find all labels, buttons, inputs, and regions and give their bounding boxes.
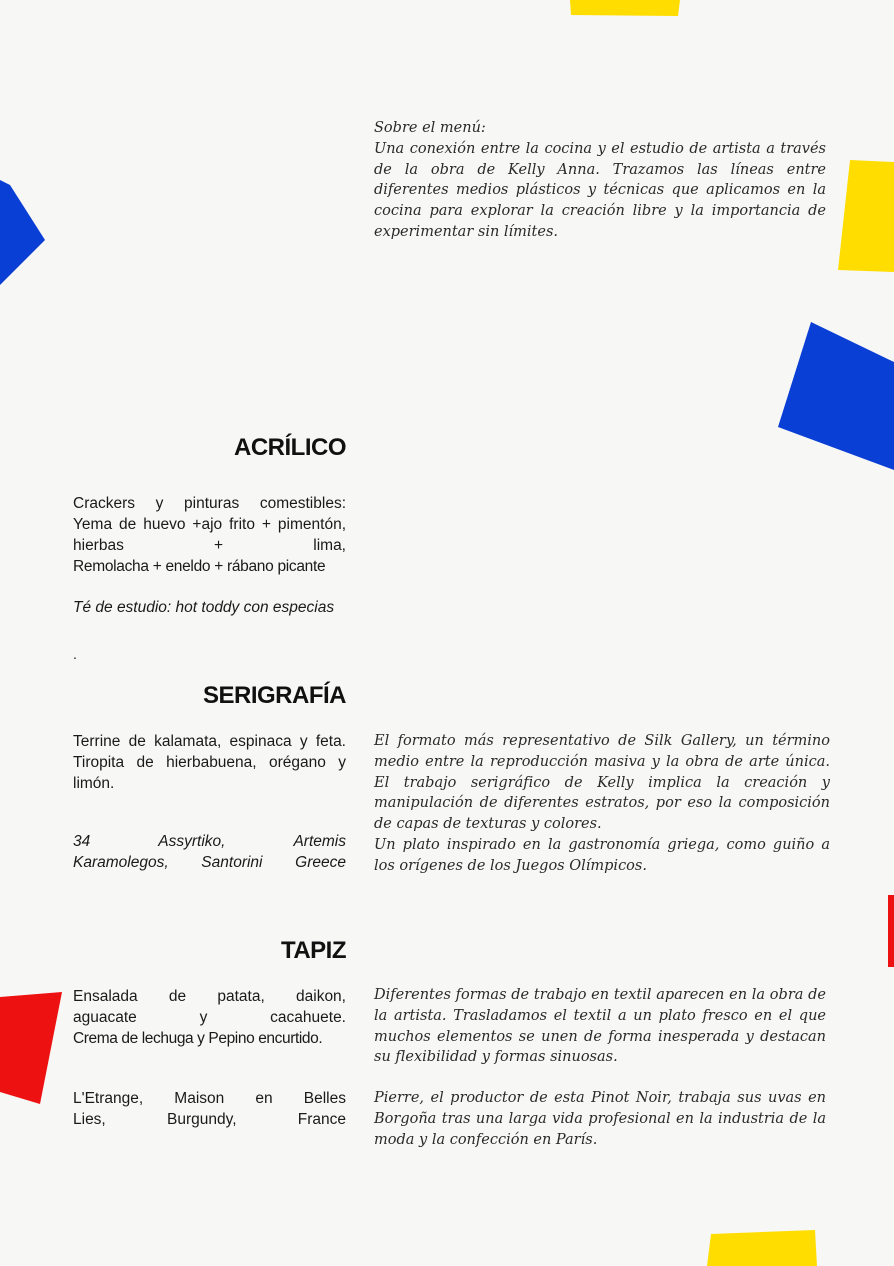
dish-line: Remolacha + eneldo + rábano picante [73, 558, 326, 575]
red-tape-left [0, 992, 66, 1107]
dish-line: hierbas + lima, [73, 537, 346, 554]
dish-line: aguacate y cacahuete. [73, 1009, 346, 1026]
dish-line: Ensalada de patata, daikon, [73, 988, 346, 1005]
yellow-tape-top [565, 0, 685, 20]
acrilico-drink: Té de estudio: hot toddy con especias [73, 599, 335, 616]
yellow-tape-bottom [705, 1230, 820, 1266]
blue-tape-left [0, 180, 50, 290]
dish-line: Crema de lechuga y Pepino encurtido. [73, 1030, 323, 1047]
tapiz-producer-note: Pierre, el productor de esta Pinot Noir, trabaja sus uvas en Borgoña tras una larga vida profesional en la industria de la moda y la confección en París. [374, 1090, 826, 1148]
dish-line: limón. [73, 775, 115, 792]
wine-line: Lies, Burgundy, France [73, 1111, 346, 1128]
section-heading-serigrafia: SERIGRAFÍA [202, 682, 346, 709]
tapiz-description: Diferentes formas de trabajo en textil aparecen en la obra de la artista. Trasladamos el textil a un plato fresco en el que muchos elementos se unen de forma inesperada y destacan su flexibilidad y formas sinuosas. [374, 987, 826, 1066]
dish-line: Tiropita de hierbabuena, orégano y [73, 754, 346, 771]
section-heading-tapiz: TAPIZ [280, 937, 346, 964]
dish-line: Terrine de kalamata, espinaca y feta. [73, 733, 346, 750]
wine-line: 34 Assyrtiko, Artemis [73, 833, 346, 850]
dish-line: Yema de huevo +ajo frito + pimentón, [73, 516, 346, 533]
serigrafia-wine [73, 831, 346, 873]
dish-line: Crackers y pinturas comestibles: [73, 495, 346, 512]
serigrafia-dish [73, 731, 346, 794]
blue-tape-right [778, 322, 894, 472]
wine-line: Karamolegos, Santorini Greece [73, 854, 346, 871]
separator-dot: . [73, 646, 77, 662]
wine-line: L'Etrange, Maison en Belles [73, 1090, 346, 1107]
red-tape-right-edge [888, 895, 894, 967]
intro-block [374, 118, 826, 243]
intro-label: Sobre el menú: [374, 120, 486, 136]
tapiz-wine [73, 1088, 346, 1130]
acrilico-dish [73, 493, 346, 577]
serigrafia-description: El formato más representativo de Silk Gallery, un término medio entre la reproducción masiva y la obra de arte única. El trabajo serigráfico de Kelly implica la creación y manipulación de diferentes estratos, por eso la composición de capas de texturas y colores. Un plato inspirado en la gastronomía griega, como guiño a los orígenes de los Juegos Olímpicos. [374, 733, 830, 874]
intro-text: Una conexión entre la cocina y el estudio de artista a través de la obra de Kelly Anna. Trazamos las líneas entre diferentes medios plásticos y técnicas que aplicamos en la cocina para explorar la creación libre y la importancia de experimentar sin límites. [374, 140, 826, 240]
tapiz-dish [73, 986, 346, 1049]
yellow-tape-right [838, 160, 894, 275]
section-heading-acrilico: ACRÍLICO [234, 434, 346, 461]
